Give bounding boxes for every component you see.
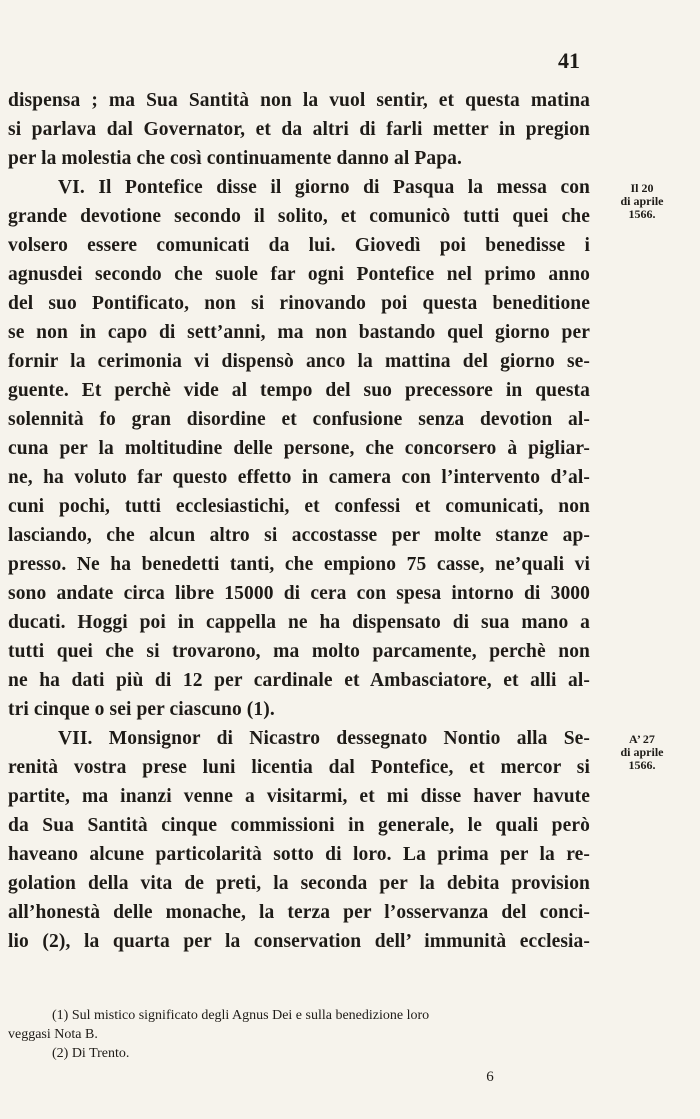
text-line: sono andate circa libre 15000 di cera con spesa intorno di 3000 (8, 583, 590, 604)
text-line: tri cinque o sei per ciascuno (1). (8, 699, 275, 720)
margin-note-line: di aprile (620, 745, 664, 759)
text-line: lio (2), la quarta per la conservation dell’ immunità ecclesia- (8, 931, 590, 952)
text-line: guente. Et perchè vide al tempo del suo precessore in questa (8, 380, 590, 401)
text-line: se non in capo di sett’anni, ma non bastando quel giorno per (8, 322, 590, 343)
text-line: del suo Pontificato, non si rinovando poi questa beneditione (8, 293, 590, 314)
text-line: lasciando, che alcun altro si accostasse per molte stanze ap- (8, 525, 590, 546)
margin-note-line: di aprile (620, 194, 664, 208)
paragraph-vii-start: VII. Monsignor di Nicastro dessegnato Nontio alla Se- (58, 728, 590, 749)
text-line: tutti quei che si trovarono, ma molto parcamente, perchè non (8, 641, 590, 662)
text-line: grande devotione secondo il solito, et comunicò tutti quei che (8, 206, 590, 227)
signature-mark: 6 (486, 1069, 494, 1085)
margin-note-line: 1566. (628, 758, 656, 772)
body-text (8, 86, 590, 956)
margin-note-date-2 (602, 733, 682, 772)
text-line: da Sua Santità cinque commissioni in generale, le quali però (8, 815, 590, 836)
footnote-1: (1) Sul mistico significato degli Agnus Dei e sulla benedizione loro (52, 1008, 430, 1023)
text-line: cuni pochi, tutti ecclesiastichi, et confessi et comunicati, non (8, 496, 590, 517)
text-line: partite, ma inanzi venne a visitarmi, et mi disse haver havute (8, 786, 590, 807)
paragraph-vi-start: VI. Il Pontefice disse il giorno di Pasqua la messa con (58, 177, 590, 198)
text-line: agnusdei secondo che suole far ogni Pontefice nel primo anno (8, 264, 590, 285)
margin-note-line: A’ 27 (629, 732, 655, 746)
margin-note-line: Il 20 (630, 181, 654, 195)
footnote-1-continued: veggasi Nota B. (8, 1027, 98, 1042)
margin-note-date-1 (602, 182, 682, 221)
text-line: golation della vita de preti, la seconda per la debita provision (8, 873, 590, 894)
text-line: per la molestia che così continuamente danno al Papa. (8, 148, 462, 169)
text-line: haveano alcune particolarità sotto di loro. La prima per la re- (8, 844, 590, 865)
text-line: presso. Ne ha benedetti tanti, che empiono 75 casse, ne’quali vi (8, 554, 590, 575)
text-line: solennità fo gran disordine et confusione senza devotion al- (8, 409, 590, 430)
footnotes (8, 1006, 608, 1063)
text-line: all’honestà delle monache, la terza per l’osservanza del conci- (8, 902, 590, 923)
margin-note-line: 1566. (628, 207, 656, 221)
page-number: 41 (558, 48, 580, 73)
text-line: renità vostra prese luni licentia dal Pontefice, et mercor si (8, 757, 590, 778)
text-line: fornir la cerimonia vi dispensò anco la mattina del giorno se- (8, 351, 590, 372)
text-line: cuna per la moltitudine delle persone, che concorsero à pigliar- (8, 438, 590, 459)
footnote-2: (2) Di Trento. (52, 1046, 130, 1061)
text-line: ne, ha voluto far questo effetto in camera con l’intervento d’al- (8, 467, 590, 488)
text-line: ducati. Hoggi poi in cappella ne ha dispensato di sua mano a (8, 612, 590, 633)
text-line: volsero essere comunicati da lui. Giovedì poi benedisse i (8, 235, 590, 256)
text-line: dispensa ; ma Sua Santità non la vuol sentir, et questa matina (8, 90, 590, 111)
text-line: si parlava dal Governator, et da altri di farli metter in pregion (8, 119, 590, 140)
text-line: ne ha dati più di 12 per cardinale et Ambasciatore, et alli al- (8, 670, 590, 691)
